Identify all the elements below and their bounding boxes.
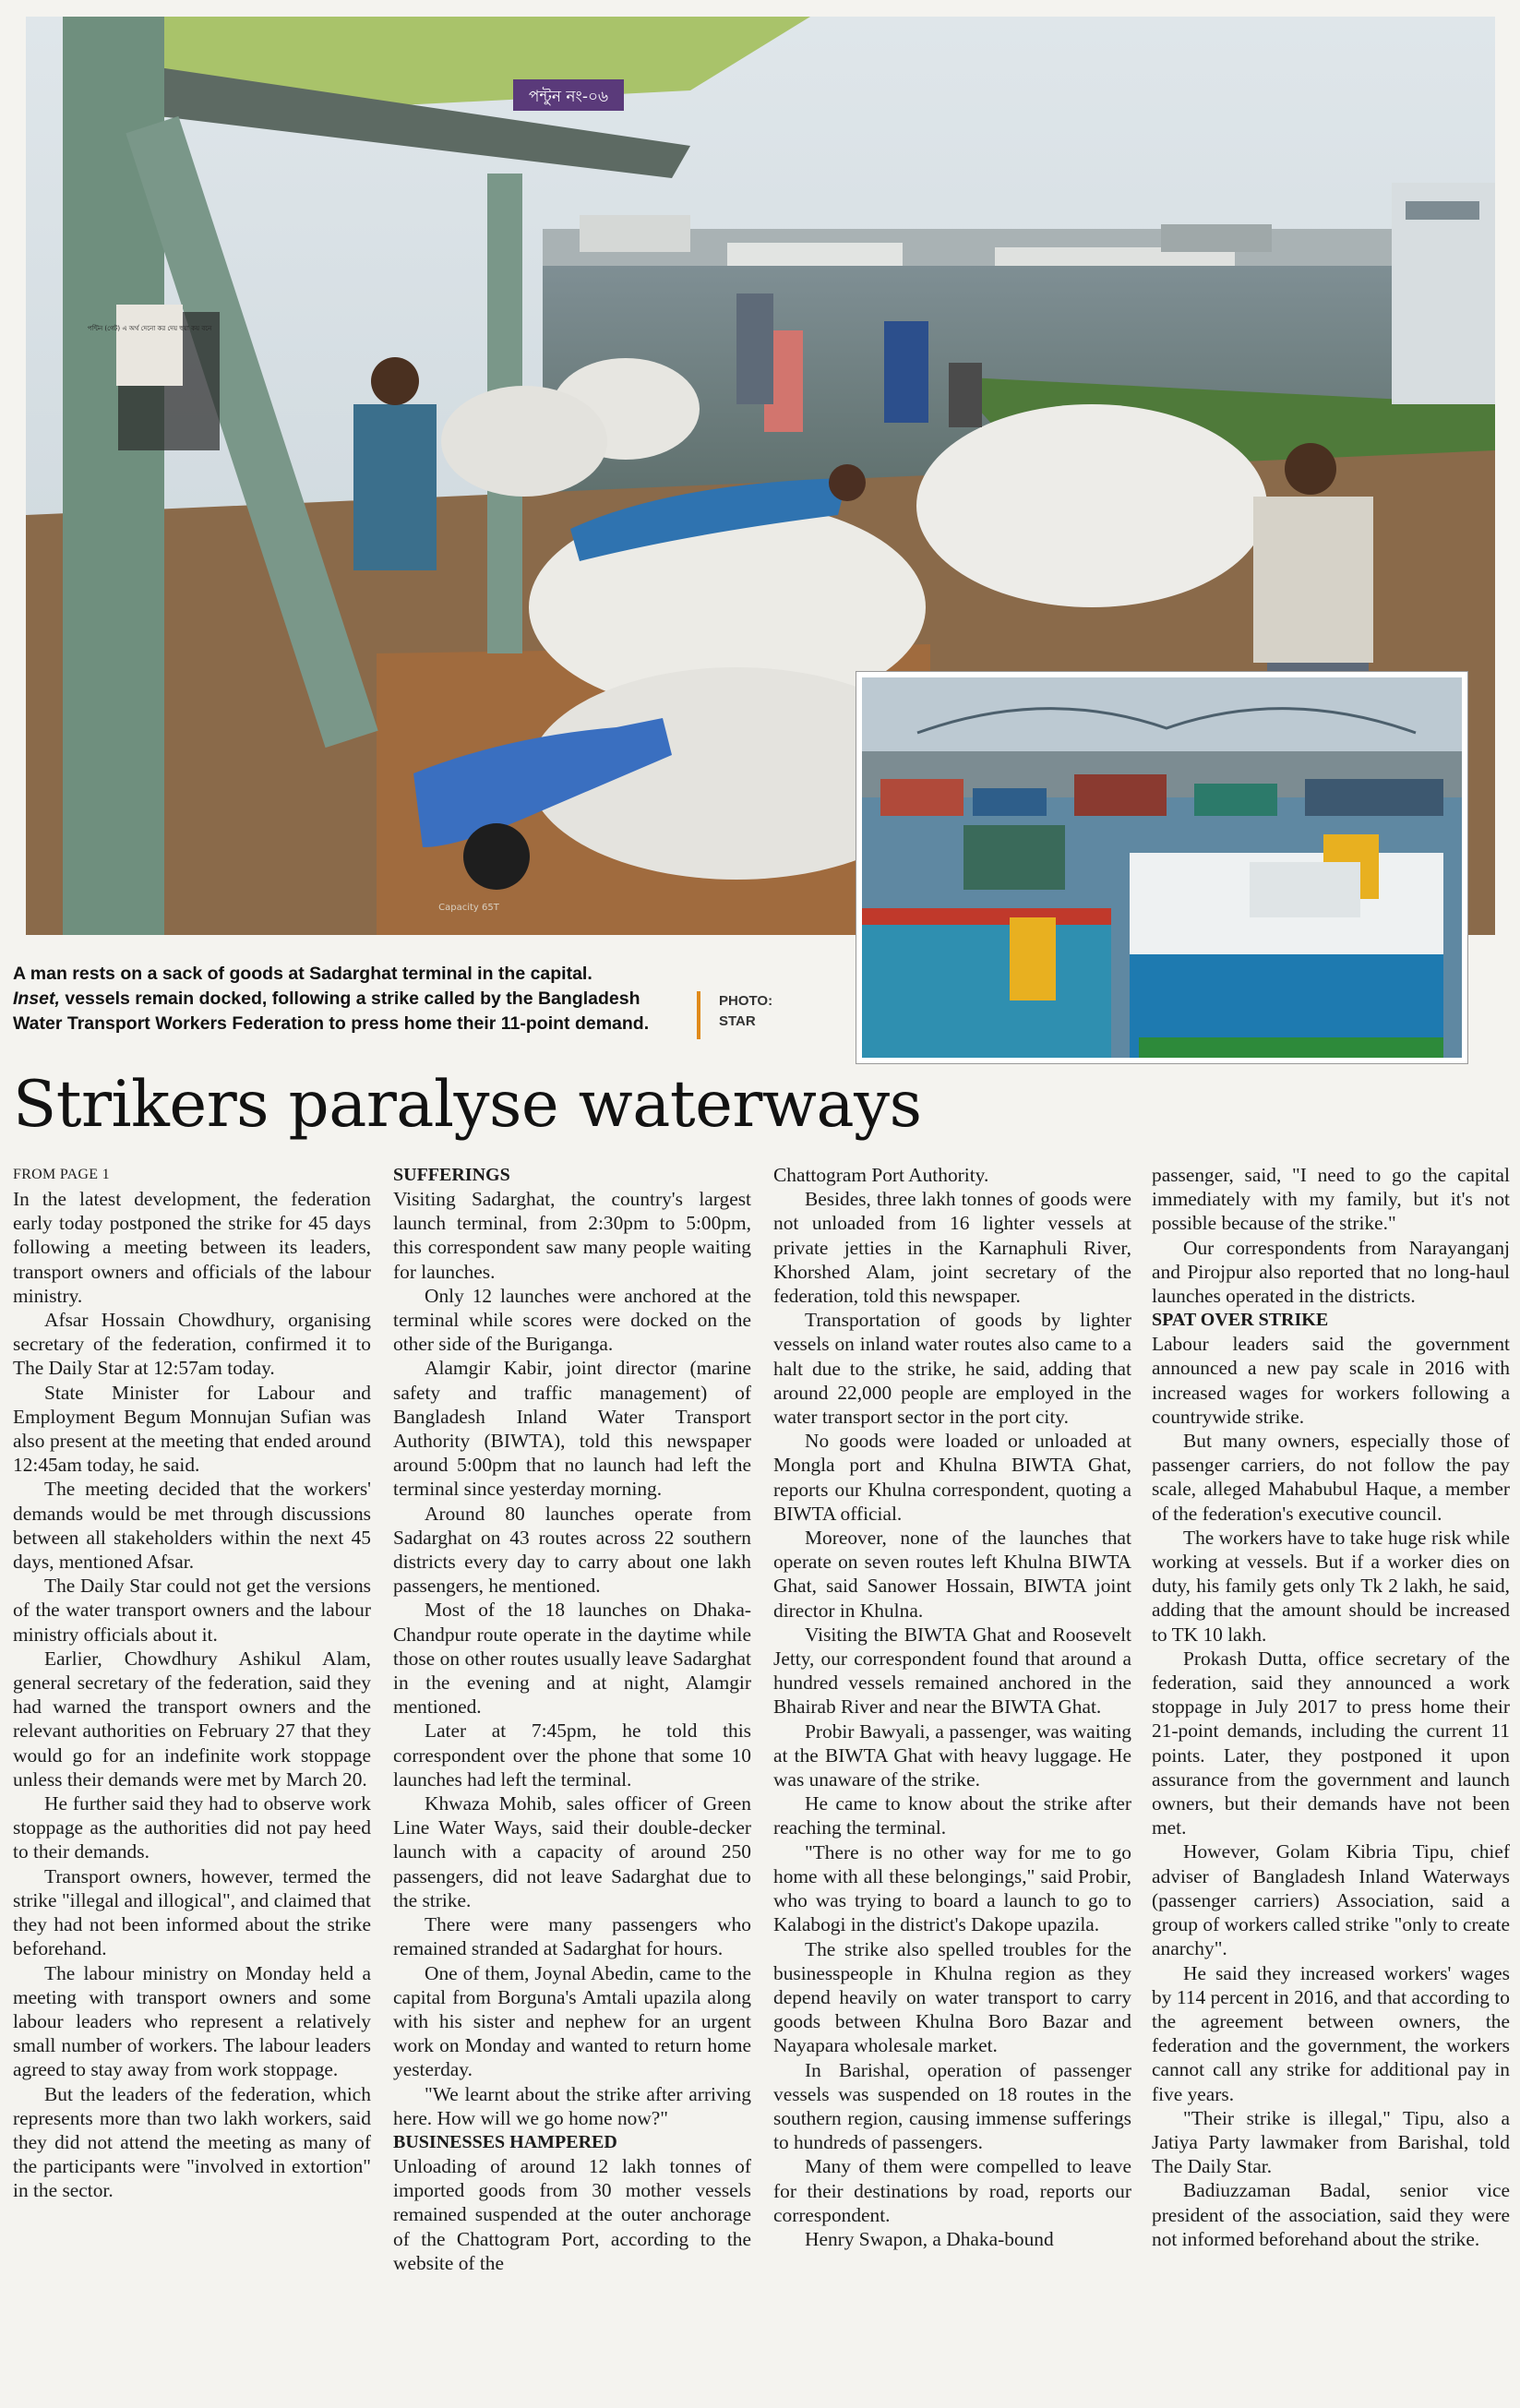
article-column-3: [773, 1163, 1131, 2251]
paragraph: Earlier, Chowdhury Ashikul Alam, general secretary of the federation, said they had warned the transport owners and the relevant authorities on February 27 that they would go for an indefinite work stoppage unless their demands were met by March 20.: [13, 1647, 371, 1791]
paragraph: Afsar Hossain Chowdhury, organising secretary of the federation, confirmed it to The Daily Star at 12:57am today.: [13, 1309, 371, 1380]
paragraph: One of them, Joynal Abedin, came to the capital from Borguna's Amtali upazila along with his sister and nephew for an urgent work on Monday and wanted to return home yesterday.: [393, 1961, 751, 2081]
inset-illustration: [862, 677, 1462, 1058]
sack-marking-text: Capacity 65T: [438, 903, 499, 913]
pillar-notice-text: পন্টিন (গেট) এ অর্থ দেনো কর দেয় হুয়া কয় বনে: [87, 325, 212, 332]
paragraph: The meeting decided that the workers' demands would be met through discussions between all stakeholders within the next 45 days, mentioned Afsar.: [13, 1478, 371, 1574]
caption-rest: vessels remain docked, following a strike called by the Bangladesh Water Transport Workers Federation to press home their 11-point demand.: [13, 988, 650, 1034]
photo-credit-label: PHOTO:: [719, 993, 773, 1009]
paragraph: Khwaza Mohib, sales officer of Green Line Water Ways, said their double-decker launch with a capacity of around 250 passengers, did not leave Sadarghat due to the strike.: [393, 1792, 751, 1911]
article-column-1: [13, 1163, 371, 2203]
paragraph: Chattogram Port Authority.: [773, 1164, 989, 1186]
sign-board-text: পন্টুন নং-০৬: [528, 88, 609, 106]
paragraph: "We learnt about the strike after arriving here. How will we go home now?": [393, 2082, 751, 2129]
paragraph: Besides, three lakh tonnes of goods were not unloaded from 16 lighter vessels at private jetties in the Karnaphuli River, Khorshed Alam, joint secretary of the federation, told this newspaper.: [773, 1188, 1131, 1308]
photo-credit-source: STAR: [719, 1013, 756, 1029]
paragraph: passenger, said, "I need to go the capital immediately with my family, but it's not possible because of the strike.": [1152, 1164, 1510, 1235]
paragraph: But the leaders of the federation, which represents more than two lakh workers, said they did not attend the meeting as many of the participants were "involved in extortion" in the sector.: [13, 2082, 371, 2202]
paragraph: The Daily Star could not get the versions of the water transport owners and the labour ministry officials about it.: [13, 1575, 371, 1646]
paragraph: In the latest development, the federation early today postponed the strike for 45 days following a meeting between its leaders, transport owners and officials of the labour ministry.: [13, 1188, 371, 1307]
subhead-businesses-hampered: BUSINESSES HAMPERED: [393, 2131, 617, 2152]
paragraph: Transport owners, however, termed the strike "illegal and illogical", and claimed that they had not been informed about the strike beforehand.: [13, 1864, 371, 1960]
paragraph: He further said they had to observe work stoppage as the authorities did not pay heed to their demands.: [13, 1792, 371, 1863]
paragraph: Alamgir Kabir, joint director (marine safety and traffic management) of Bangladesh Inland Water Transport Authority (BIWTA), told this newspaper around 5:00pm that no launch had left the terminal since yesterday morning.: [393, 1357, 751, 1501]
paragraph: He said they increased workers' wages by 114 percent in 2016, and that according to the agreement between owners, the federation and the government, the workers cannot call any strike for additional pay in five years.: [1152, 1961, 1510, 2105]
paragraph: Badiuzzaman Badal, senior vice president of the association, said they were not informed beforehand about the strike.: [1152, 2179, 1510, 2250]
paragraph: Moreover, none of the launches that operate on seven routes left Khulna BIWTA Ghat, said Sanower Hossain, BIWTA joint director in Khulna.: [773, 1527, 1131, 1622]
photo-credit: [697, 991, 772, 1039]
paragraph: The strike also spelled troubles for the businesspeople in Khulna region as they depend heavily on water transport to carry goods between Khulna Boro Bazar and Nayapara wholesale market.: [773, 1937, 1131, 2057]
paragraph: No goods were loaded or unloaded at Mongla port and Khulna BIWTA Ghat, reports our Khulna correspondent, quoting a BIWTA official.: [773, 1430, 1131, 1525]
paragraph: Henry Swapon, a Dhaka-bound: [805, 2227, 1054, 2250]
subhead-sufferings: SUFFERINGS: [393, 1165, 510, 1185]
paragraph: Labour leaders said the government announced a new pay scale in 2016 with increased wages for workers following a countrywide strike.: [1152, 1333, 1510, 1428]
paragraph: "Their strike is illegal," Tipu, also a Jatiya Party lawmaker from Barishal, told The Daily Star.: [1152, 2106, 1510, 2178]
paragraph: Many of them were compelled to leave for their destinations by road, reports our correspondent.: [773, 2155, 1131, 2226]
subhead-spat-over-strike: SPAT OVER STRIKE: [1152, 1310, 1329, 1331]
paragraph: Later at 7:45pm, he told this correspondent over the phone that some 10 launches had left the terminal.: [393, 1719, 751, 1791]
kicker: FROM PAGE 1: [13, 1167, 110, 1182]
paragraph: Unloading of around 12 lakh tonnes of imported goods from 30 mother vessels remained suspended at the outer anchorage of the Chattogram Port, according to the website of the: [393, 2154, 751, 2274]
paragraph: Transportation of goods by lighter vessels on inland water routes also came to a halt due to the strike, he said, adding that around 22,000 people are employed in the water transport sector in the port city.: [773, 1309, 1131, 1429]
paragraph: Around 80 launches operate from Sadarghat on 43 routes across 22 southern districts every day to carry about one lakh passengers, he mentioned.: [393, 1502, 751, 1598]
paragraph: But many owners, especially those of passenger carriers, do not follow the pay scale, alleged Mahabubul Haque, a member of the federation's executive council.: [1152, 1430, 1510, 1525]
paragraph: Only 12 launches were anchored at the terminal while scores were docked on the other side of the Buriganga.: [393, 1284, 751, 1356]
paragraph: Most of the 18 launches on Dhaka-Chandpur route operate in the daytime while those on other routes usually leave Sadarghat in the evening and at night, Alamgir mentioned.: [393, 1599, 751, 1719]
paragraph: Probir Bawyali, a passenger, was waiting at the BIWTA Ghat with heavy luggage. He was unaware of the strike.: [773, 1719, 1131, 1791]
caption-inset-word: Inset,: [13, 988, 60, 1009]
paragraph: However, Golam Kibria Tipu, chief adviser of Bangladesh Inland Waterways (passenger carriers) Association, said a group of workers called strike "only to create anarchy".: [1152, 1840, 1510, 1960]
paragraph: The labour ministry on Monday held a meeting with transport owners and some labour leaders who represent a relatively small number of workers. The labour leaders agreed to stay away from work stoppage.: [13, 1961, 371, 2081]
paragraph: Prokash Dutta, office secretary of the federation, said they announced a work stoppage in July 2017 to press home their 21-point demands, including the current 11 points. Later, they postponed it upon assurance from the government and launch owners, but their demands have not been met.: [1152, 1647, 1510, 1839]
paragraph: In Barishal, operation of passenger vessels was suspended on 18 routes in the southern region, causing immense sufferings to hundreds of passengers.: [773, 2058, 1131, 2154]
article-column-4: [1152, 1163, 1510, 2251]
headline: Strikers paralyse waterways: [13, 1068, 922, 1142]
paragraph: Visiting Sadarghat, the country's largest launch terminal, from 2:30pm to 5:00pm, this correspondent saw many people waiting for launches.: [393, 1188, 751, 1283]
paragraph: State Minister for Labour and Employment Begum Monnujan Sufian was also present at the meeting that ended around 12:45am today, he said.: [13, 1381, 371, 1477]
caption-line-1: A man rests on a sack of goods at Sadarghat terminal in the capital.: [13, 964, 592, 984]
paragraph: The workers have to take huge risk while working at vessels. But if a worker dies on duty, his family gets only Tk 2 lakh, he said, adding that the amount should be increased to TK 10 lakh.: [1152, 1526, 1510, 1646]
paragraph: "There is no other way for me to go home with all these belongings," said Probir, who was trying to board a launch to go to Kalabogi in the district's Dakope upazila.: [773, 1840, 1131, 1936]
paragraph: He came to know about the strike after reaching the terminal.: [773, 1792, 1131, 1839]
paragraph: Our correspondents from Narayanganj and Pirojpur also reported that no long-haul launches operated in the districts.: [1152, 1236, 1510, 1308]
inset-photo-docked-vessels: [856, 672, 1467, 1063]
paragraph: There were many passengers who remained stranded at Sadarghat for hours.: [393, 1913, 751, 1960]
article-column-2: [393, 1163, 751, 2275]
paragraph: Visiting the BIWTA Ghat and Roosevelt Jetty, our correspondent found that around a hundred vessels remained anchored in the Bhairab River and near the BIWTA Ghat.: [773, 1623, 1131, 1719]
photo-caption: [13, 962, 677, 1036]
